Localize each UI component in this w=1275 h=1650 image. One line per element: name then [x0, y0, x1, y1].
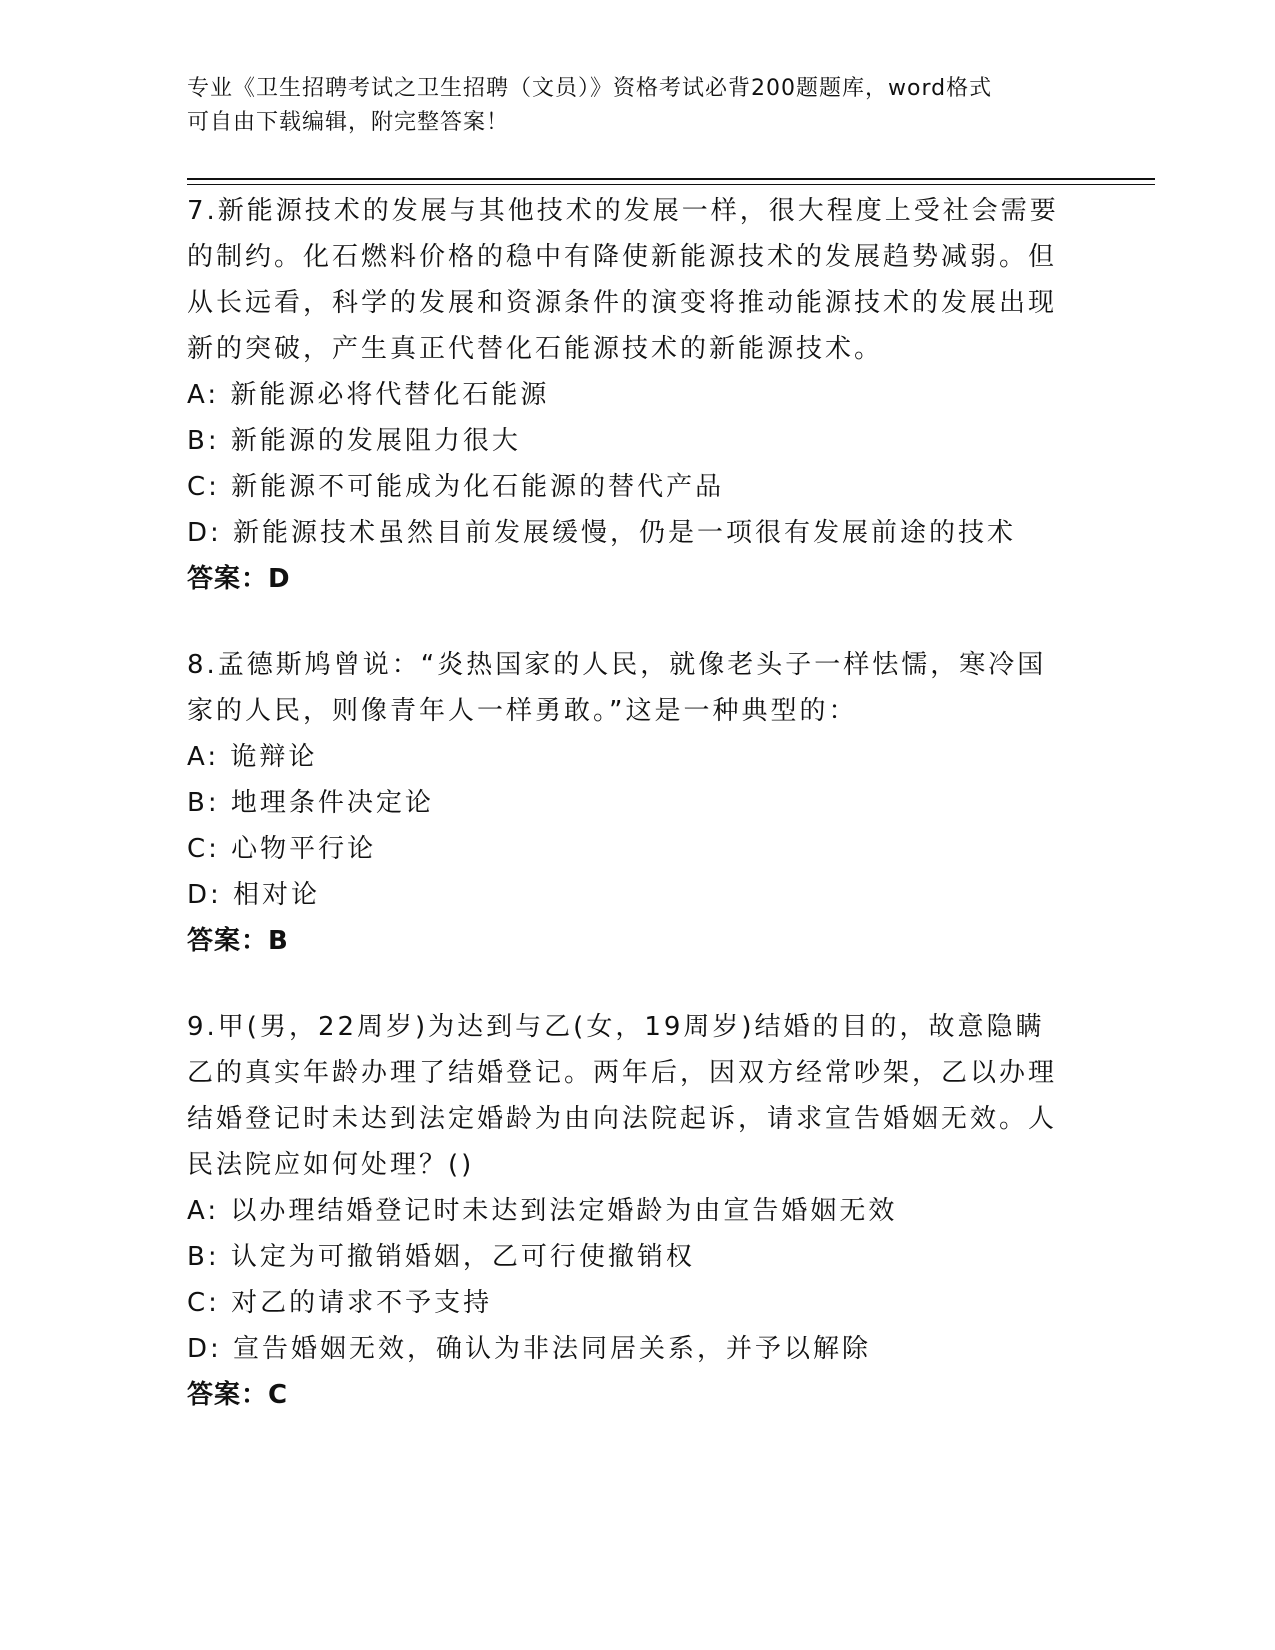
question-9 [187, 1004, 1067, 1418]
option-c: C: 对乙的请求不予支持 [187, 1288, 493, 1318]
question-list [187, 188, 1067, 1458]
question-stem: 9.甲(男，22周岁)为达到与乙(女，19周岁)结婚的目的，故意隐瞒乙的真实年龄办理了结婚登记。两年后，因双方经常吵架，乙以办理结婚登记时未达到法定婚龄为由向法院起诉，请求宣告婚姻无效。人民法院应如何处理？() [187, 1012, 1058, 1180]
question-8 [187, 642, 1067, 964]
document-header [187, 72, 1087, 140]
question-stem: 7.新能源技术的发展与其他技术的发展一样，很大程度上受社会需要的制约。化石燃料价格的稳中有降使新能源技术的发展趋势减弱。但从长远看，科学的发展和资源条件的演变将推动能源技术的发展出现新的突破，产生真正代替化石能源技术的新能源技术。 [187, 196, 1059, 364]
header-title-line-2: 可自由下载编辑，附完整答案！ [187, 110, 510, 135]
option-a: A: 诡辩论 [187, 742, 318, 772]
answer: 答案：B [187, 926, 289, 956]
option-b: B: 地理条件决定论 [187, 788, 434, 818]
option-b: B: 新能源的发展阻力很大 [187, 426, 521, 456]
answer: 答案：C [187, 1380, 289, 1410]
option-a: A: 新能源必将代替化石能源 [187, 380, 550, 410]
answer: 答案：D [187, 564, 291, 594]
header-divider-thin [187, 184, 1155, 185]
question-7 [187, 188, 1067, 602]
option-c: C: 新能源不可能成为化石能源的替代产品 [187, 472, 725, 502]
option-b: B: 认定为可撤销婚姻，乙可行使撤销权 [187, 1242, 695, 1272]
option-d: D: 相对论 [187, 880, 321, 910]
question-stem: 8.孟德斯鸠曾说：“炎热国家的人民，就像老头子一样怯懦，寒冷国家的人民，则像青年人一样勇敢。”这是一种典型的： [187, 650, 1047, 726]
option-c: C: 心物平行论 [187, 834, 377, 864]
option-d: D: 宣告婚姻无效，确认为非法同居关系，并予以解除 [187, 1334, 872, 1364]
option-d: D: 新能源技术虽然目前发展缓慢，仍是一项很有发展前途的技术 [187, 518, 1017, 548]
header-divider-thick [187, 178, 1155, 180]
option-a: A: 以办理结婚登记时未达到法定婚龄为由宣告婚姻无效 [187, 1196, 898, 1226]
header-title-line-1: 专业《卫生招聘考试之卫生招聘（文员）》资格考试必背200题题库，word格式 [187, 76, 993, 101]
